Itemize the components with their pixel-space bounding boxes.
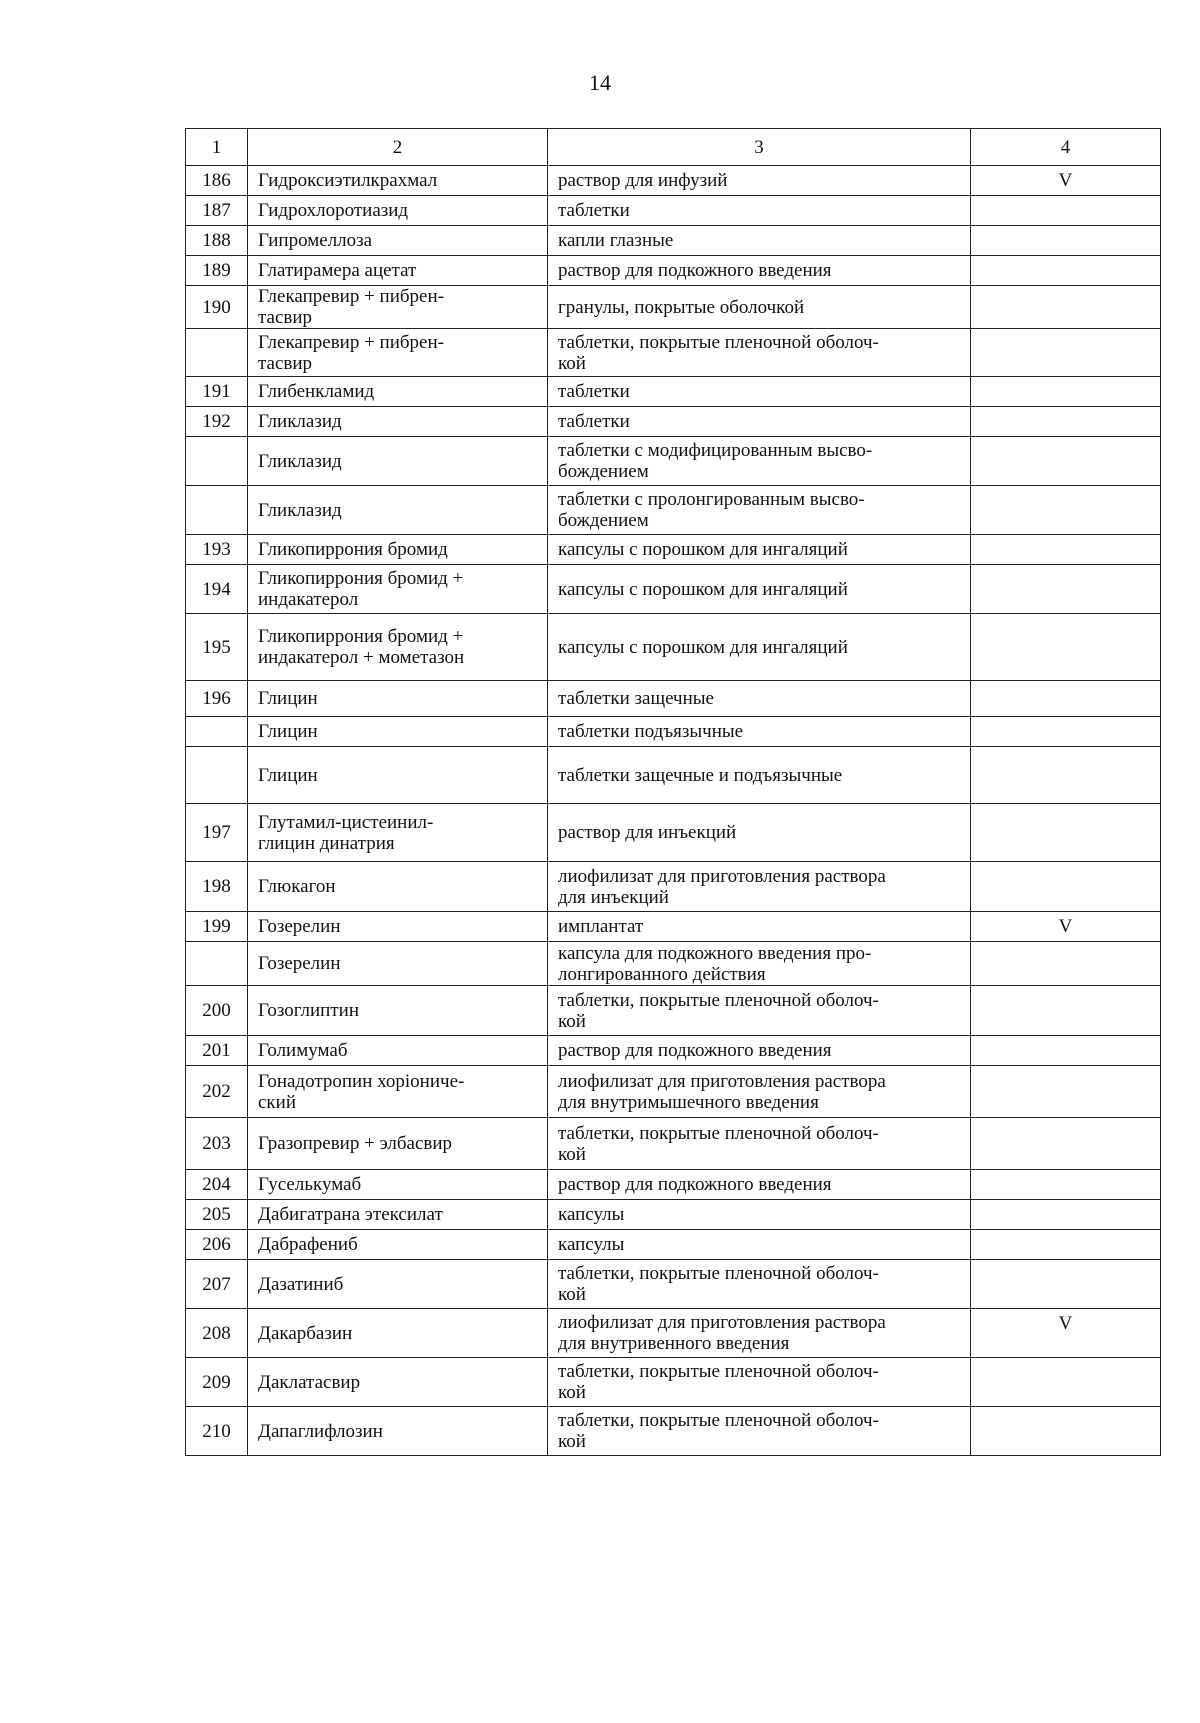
mark-cell [971,1118,1161,1170]
drug-name: Глекапревир + пибрен- тасвир [248,286,548,329]
drug-name: Гразопревир + элбасвир [248,1118,548,1170]
dosage-form: раствор для подкожного введения [548,1170,971,1200]
mark-cell: V [971,912,1161,942]
drug-name: Глибенкламид [248,377,548,407]
drug-name: Гидрохлоротиазид [248,196,548,226]
table-row [186,1036,1161,1066]
drug-name: Гликлазид [248,486,548,535]
dosage-form: лиофилизат для приготовления раствора для внутривенного введения [548,1309,971,1358]
drug-name: Гликлазид [248,437,548,486]
table-row [186,986,1161,1036]
drug-name: Глатирамера ацетат [248,256,548,286]
table-row [186,717,1161,747]
dosage-form: капсулы с порошком для ингаляций [548,565,971,614]
mark-cell [971,1260,1161,1309]
drug-name: Дабрафениб [248,1230,548,1260]
dosage-form: раствор для инфузий [548,166,971,196]
row-number: 188 [186,226,248,256]
dosage-form: таблетки [548,196,971,226]
dosage-form: капсулы [548,1230,971,1260]
mark-cell [971,486,1161,535]
row-number: 194 [186,565,248,614]
mark-cell [971,986,1161,1036]
mark-cell [971,407,1161,437]
table-row [186,862,1161,912]
header-cell-2: 2 [248,129,548,166]
drug-name: Глицин [248,747,548,804]
table-row [186,377,1161,407]
drug-name: Гидроксиэтилкрахмал [248,166,548,196]
header-cell-3: 3 [548,129,971,166]
drug-name: Гликопиррония бромид + индакатерол [248,565,548,614]
table-row [186,614,1161,681]
row-number: 201 [186,1036,248,1066]
table-row [186,1230,1161,1260]
dosage-form: таблетки, покрытые пленочной оболоч- кой [548,1407,971,1456]
row-number [186,329,248,377]
table-row [186,196,1161,226]
drug-name: Гозерелин [248,942,548,986]
table-row [186,535,1161,565]
table-row [186,1407,1161,1456]
header-cell-4: 4 [971,129,1161,166]
dosage-form: таблетки с пролонгированным высво- бождением [548,486,971,535]
drug-name: Дазатиниб [248,1260,548,1309]
drug-name: Гликлазид [248,407,548,437]
dosage-form: раствор для подкожного введения [548,256,971,286]
mark-cell [971,717,1161,747]
dosage-form: таблетки, покрытые пленочной оболоч- кой [548,1260,971,1309]
table-row [186,681,1161,717]
table-row [186,747,1161,804]
dosage-form: таблетки [548,377,971,407]
drug-name: Глекапревир + пибрен- тасвир [248,329,548,377]
row-number: 196 [186,681,248,717]
dosage-form: капли глазные [548,226,971,256]
row-number: 195 [186,614,248,681]
drug-name: Даклатасвир [248,1358,548,1407]
dosage-form: имплантат [548,912,971,942]
row-number [186,942,248,986]
drug-name: Гозоглиптин [248,986,548,1036]
mark-cell [971,377,1161,407]
dosage-form: таблетки защечные и подъязычные [548,747,971,804]
table-row [186,329,1161,377]
dosage-form: раствор для подкожного введения [548,1036,971,1066]
page-number: 14 [589,70,611,95]
row-number: 207 [186,1260,248,1309]
drug-name: Глицин [248,717,548,747]
row-number: 186 [186,166,248,196]
mark-cell [971,1407,1161,1456]
row-number: 208 [186,1309,248,1358]
table-row [186,804,1161,862]
table-row [186,1260,1161,1309]
drug-name: Гипромеллоза [248,226,548,256]
row-number: 210 [186,1407,248,1456]
row-number [186,437,248,486]
mark-cell [971,1170,1161,1200]
dosage-form: гранулы, покрытые оболочкой [548,286,971,329]
mark-cell [971,747,1161,804]
dosage-form: лиофилизат для приготовления раствора для внутримышечного введения [548,1066,971,1118]
drug-name: Гуселькумаб [248,1170,548,1200]
drug-name: Глюкагон [248,862,548,912]
dosage-form: таблетки с модифицированным высво- бождением [548,437,971,486]
drug-name: Дабигатрана этексилат [248,1200,548,1230]
row-number: 187 [186,196,248,226]
drug-name: Глицин [248,681,548,717]
table-row [186,1309,1161,1358]
row-number [186,486,248,535]
row-number: 203 [186,1118,248,1170]
table-row [186,1066,1161,1118]
dosage-form: лиофилизат для приготовления раствора для инъекций [548,862,971,912]
dosage-form: таблетки [548,407,971,437]
table-row [186,1170,1161,1200]
table-row [186,565,1161,614]
mark-cell [971,614,1161,681]
mark-cell [971,942,1161,986]
table-row [186,912,1161,942]
table-row [186,942,1161,986]
dosage-form: капсулы с порошком для ингаляций [548,614,971,681]
mark-cell [971,1200,1161,1230]
drug-name: Голимумаб [248,1036,548,1066]
table-row [186,286,1161,329]
mark-cell [971,862,1161,912]
table-row [186,166,1161,196]
dosage-form: таблетки подъязычные [548,717,971,747]
table-header-row [186,129,1161,166]
table-row [186,1200,1161,1230]
mark-cell [971,565,1161,614]
row-number: 202 [186,1066,248,1118]
table-row [186,1118,1161,1170]
drug-name: Гликопиррония бромид [248,535,548,565]
mark-cell [971,196,1161,226]
row-number: 189 [186,256,248,286]
row-number: 204 [186,1170,248,1200]
drug-name: Гозерелин [248,912,548,942]
table-row [186,407,1161,437]
drug-name: Гонадотропин хорioниче- ский [248,1066,548,1118]
row-number: 206 [186,1230,248,1260]
mark-cell [971,1066,1161,1118]
dosage-form: таблетки защечные [548,681,971,717]
dosage-form: капсулы [548,1200,971,1230]
row-number: 199 [186,912,248,942]
row-number: 198 [186,862,248,912]
mark-cell: V [971,166,1161,196]
mark-cell [971,681,1161,717]
mark-cell [971,286,1161,329]
header-cell-1: 1 [186,129,248,166]
mark-cell [971,226,1161,256]
dosage-form: раствор для инъекций [548,804,971,862]
drug-name: Дапаглифлозин [248,1407,548,1456]
dosage-form: таблетки, покрытые пленочной оболоч- кой [548,986,971,1036]
mark-cell [971,1230,1161,1260]
drug-name: Дакарбазин [248,1309,548,1358]
mark-cell [971,329,1161,377]
dosage-form: капсулы с порошком для ингаляций [548,535,971,565]
mark-cell [971,1358,1161,1407]
drug-table [185,128,1161,1456]
row-number: 192 [186,407,248,437]
table-row [186,486,1161,535]
row-number: 209 [186,1358,248,1407]
mark-cell [971,804,1161,862]
drug-name: Гликопиррония бромид + индакатерол + мометазон [248,614,548,681]
mark-cell [971,437,1161,486]
table-row [186,256,1161,286]
table-row [186,437,1161,486]
drug-name: Глутамил-цистеинил- глицин динатрия [248,804,548,862]
mark-cell [971,256,1161,286]
row-number: 193 [186,535,248,565]
dosage-form: капсула для подкожного введения про- лонгированного действия [548,942,971,986]
row-number: 191 [186,377,248,407]
dosage-form: таблетки, покрытые пленочной оболоч- кой [548,329,971,377]
row-number: 197 [186,804,248,862]
row-number: 205 [186,1200,248,1230]
row-number: 200 [186,986,248,1036]
mark-cell: V [971,1309,1161,1358]
mark-cell [971,1036,1161,1066]
dosage-form: таблетки, покрытые пленочной оболоч- кой [548,1118,971,1170]
table-row [186,226,1161,256]
row-number [186,747,248,804]
row-number [186,717,248,747]
dosage-form: таблетки, покрытые пленочной оболоч- кой [548,1358,971,1407]
table-row [186,1358,1161,1407]
row-number: 190 [186,286,248,329]
mark-cell [971,535,1161,565]
